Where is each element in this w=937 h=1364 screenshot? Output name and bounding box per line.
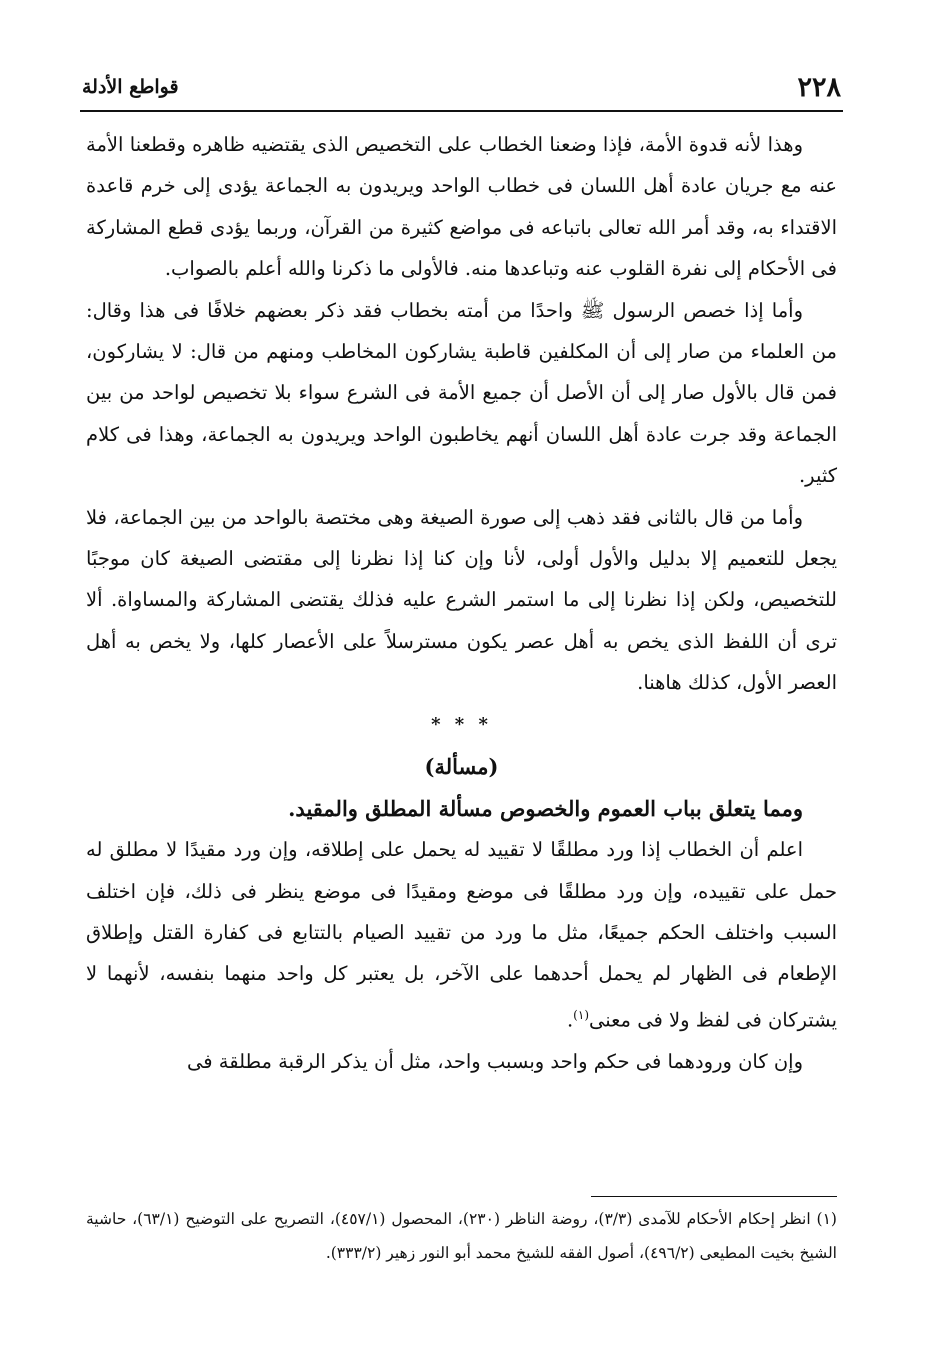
paragraph-4 xyxy=(86,829,837,1041)
header-rule xyxy=(80,110,843,112)
page-header xyxy=(82,72,841,112)
paragraph-5: وإن كان ورودهما فى حكم واحد وبسبب واحد، مثل أن يذكر الرقبة مطلقة فى xyxy=(186,1049,803,1073)
section-separator: * * * xyxy=(431,713,492,735)
paragraph-2: وأما إذا خصص الرسول ﷺ واحدًا من أمته بخطاب فقد ذكر بعضهم خلافًا فى هذا وقال: من العلماء من صار إلى أن المكلفين قاطبة يشاركون المخاطب ومنهم من قال: لا يشاركون، فمن قال بالأول صار إلى أن الأصل أن جميع الأمة فى الشرع سواء بلا تخصيص لواحد من بين الجماعة وقد جرت عادة أهل اللسان أنهم يخاطبون الواحد ويريدون به الجماعة، وهذا فى كلام كثير. xyxy=(86,298,837,488)
running-title: قواطع الأدلة xyxy=(82,76,179,98)
paragraph-4-end: . xyxy=(566,1008,574,1032)
paragraph-4-text: اعلم أن الخطاب إذا ورد مطلقًا لا تقييد له يحمل على إطلاقه، وإن ورد مقيدًا لا مطلق له حمل على تقييده، وإن ورد مطلقًا فى موضع ومقيدًا فى موضع ينظر فى ذلك، فإن اختلف السبب واختلف الحكم جميعًا، مثل ما ورد من تقييد الصيام بالتتابع فى كفارة القتل وإطلاق الإطعام فى الظهار لم يحمل أحدهما على الآخر، بل يعتبر كل واحد منهما بنفسه، لأنهما لا يشتركان فى لفظ ولا فى معنى xyxy=(86,838,837,1032)
body-text xyxy=(86,124,837,1082)
paragraph-3: وأما من قال بالثانى فقد ذهب إلى صورة الصيغة وهى مختصة بالواحد من بين الجماعة، فلا يجعل للتعميم إلا بدليل والأول أولى، لأنا وإن كنا إذا نظرنا إلى مقتضى الصيغة كان موجبًا للتخصيص، ولكن إذا نظرنا إلى ما استمر الشرع عليه فذلك يقتضى المشاركة والمساواة. ألا ترى أن اللفظ الذى يخص به أهل عصر يكون مسترسلاً على الأعصار كلها، ولا يخص به أهل العصر الأول، كذلك هاهنا. xyxy=(86,505,837,695)
page-number: ٢٢٨ xyxy=(797,72,841,103)
section-subheading: ومما يتعلق بباب العموم والخصوص مسألة المطلق والمقيد. xyxy=(288,795,803,821)
footnote-reference: (١) xyxy=(573,1007,589,1022)
footnotes xyxy=(86,1202,837,1270)
footnote-rule xyxy=(591,1196,837,1197)
section-title: (مسألة) xyxy=(424,753,499,779)
paragraph-1: وهذا لأنه قدوة الأمة، فإذا وضعنا الخطاب على التخصيص الذى يقتضيه ظاهره وقطعنا الأمة عنه مع جريان عادة أهل اللسان فى خطاب الواحد ويريدون به الجماعة يؤدى إلى خرم قاعدة الاقتداء به، وقد أمر الله تعالى باتباعه فى مواضع كثيرة من القرآن، وربما يؤدى قطع المشاركة فى الأحكام إلى نفرة القلوب عنه وتباعدها منه. فالأولى ما ذكرنا والله أعلم بالصواب. xyxy=(86,133,837,281)
footnote-1: (١) انظر إحكام الأحكام للآمدى (٣/٣)، روضة الناظر (٢٣٠)، المحصول (٤٥٧/١)، التصريح على التوضيح (٦٣/١)، حاشية الشيخ بخيت المطيعى (٤٩٦/٢)، أصول الفقه للشيخ محمد أبو النور زهير (٣٣٣/٢). xyxy=(86,1210,837,1262)
